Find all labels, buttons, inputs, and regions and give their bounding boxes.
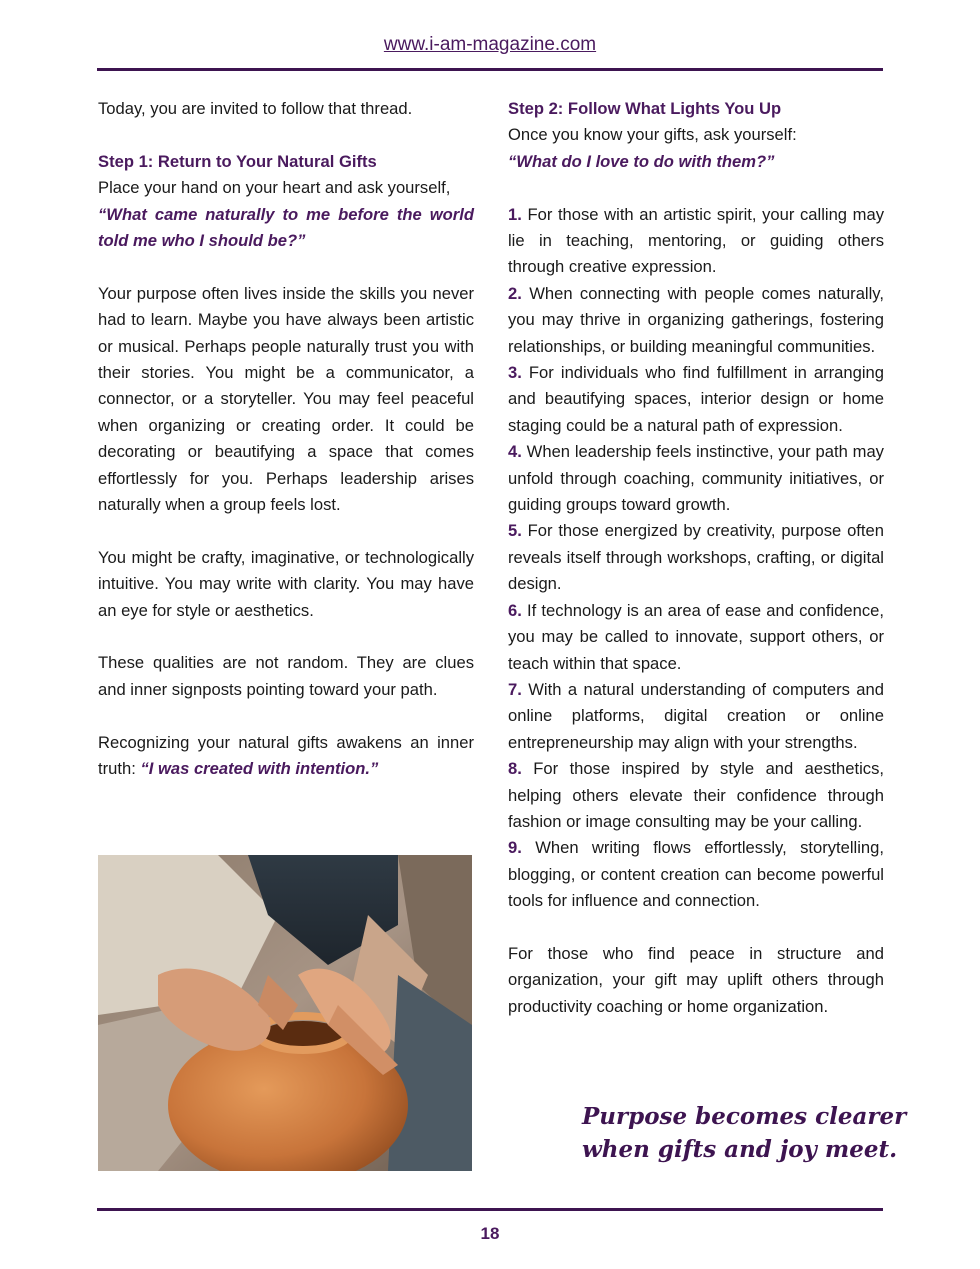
item-text: With a natural understanding of computers and online platforms, digital creation or online entrepreneurship may align with your strengths. (508, 679, 884, 752)
intention-quote: “I was created with intention.” (140, 759, 379, 779)
qualities-paragraph: You might be crafty, imaginative, or technologically intuitive. You may write with clarity. You may have an eye for style or aesthetics. (98, 547, 474, 620)
step1-prompt: Place your hand on your heart and ask yourself, (98, 178, 451, 198)
step1-block (98, 149, 474, 255)
list-item (508, 518, 884, 597)
closing-paragraph: For those who find peace in structure and organization, your gift may uplift others through productivity coaching or home organization. (508, 943, 884, 1016)
clues-paragraph: These qualities are not random. They are clues and inner signposts pointing toward your path. (98, 653, 474, 699)
pottery-photo (98, 855, 472, 1171)
intention-lead: Recognizing your natural gifts awakens an inner truth: (98, 732, 474, 779)
list-item (508, 835, 884, 914)
left-column (98, 96, 474, 809)
gifts-paragraph: Your purpose often lives inside the skills you never had to learn. Maybe you have always been artistic or musical. Perhaps people naturally trust you with their stories. You might be a communicator, a connector, or a storyteller. You may feel peaceful when organizing or creating order. It could be decorating or beautifying a space that comes effortlessly for you. Perhaps leadership arises naturally when a group feels lost. (98, 283, 474, 515)
item-text: For those energized by creativity, purpose often reveals itself through workshops, crafting, or digital design. (508, 521, 884, 594)
page-number: 18 (480, 1224, 500, 1243)
list-item (508, 677, 884, 756)
intention-paragraph (98, 730, 474, 783)
list-item (508, 202, 884, 281)
step1-quote: “What came naturally to me before the world told me who I should be?” (98, 204, 474, 251)
item-text: When leadership feels instinctive, your path may unfold through coaching, community initiatives, or guiding groups toward growth. (508, 442, 884, 515)
item-number: 7. (508, 679, 522, 699)
item-number: 4. (508, 442, 522, 462)
list-item (508, 281, 884, 360)
step1-heading: Step 1: Return to Your Natural Gifts (98, 151, 377, 171)
list-item (508, 598, 884, 677)
item-number: 9. (508, 838, 522, 858)
step2-quote: “What do I love to do with them?” (508, 151, 775, 171)
step2-heading: Step 2: Follow What Lights You Up (508, 99, 782, 118)
item-number: 3. (508, 363, 522, 383)
list-item (508, 360, 884, 439)
step2-prompt: Once you know your gifts, ask yourself: (508, 125, 797, 145)
right-column (508, 96, 884, 1047)
list-item (508, 756, 884, 835)
item-number: 5. (508, 521, 522, 541)
item-number: 2. (508, 283, 522, 303)
item-text: If technology is an area of ease and confidence, you may be called to innovate, support others, or teach within that space. (508, 600, 884, 673)
list-item (508, 439, 884, 518)
header-divider (97, 68, 883, 71)
magazine-url-link[interactable]: www.i-am-magazine.com (383, 34, 597, 55)
item-number: 1. (508, 204, 522, 224)
footer-divider (97, 1208, 883, 1211)
item-text: When connecting with people comes naturally, you may thrive in organizing gatherings, fostering relationships, or building meaningful communities. (508, 283, 884, 356)
pull-quote-line-2: when gifts and joy meet. (582, 1136, 898, 1163)
step2-block (508, 96, 884, 175)
pull-quote (582, 1100, 906, 1166)
item-text: When writing flows effortlessly, storytelling, blogging, or content creation can become powerful tools for influence and connection. (508, 838, 884, 911)
intro-paragraph: Today, you are invited to follow that thread. (98, 99, 413, 118)
item-text: For those inspired by style and aesthetics, helping others elevate their confidence through fashion or image consulting may be your calling. (508, 759, 884, 831)
item-text: For those with an artistic spirit, your calling may lie in teaching, mentoring, or guiding others through creative expression. (508, 204, 884, 277)
item-number: 8. (508, 759, 522, 779)
item-text: For individuals who find fulfillment in arranging and beautifying spaces, interior design or home staging could be a natural path of expression. (508, 363, 884, 435)
item-number: 6. (508, 600, 522, 620)
pull-quote-line-1: Purpose becomes clearer (582, 1103, 907, 1130)
